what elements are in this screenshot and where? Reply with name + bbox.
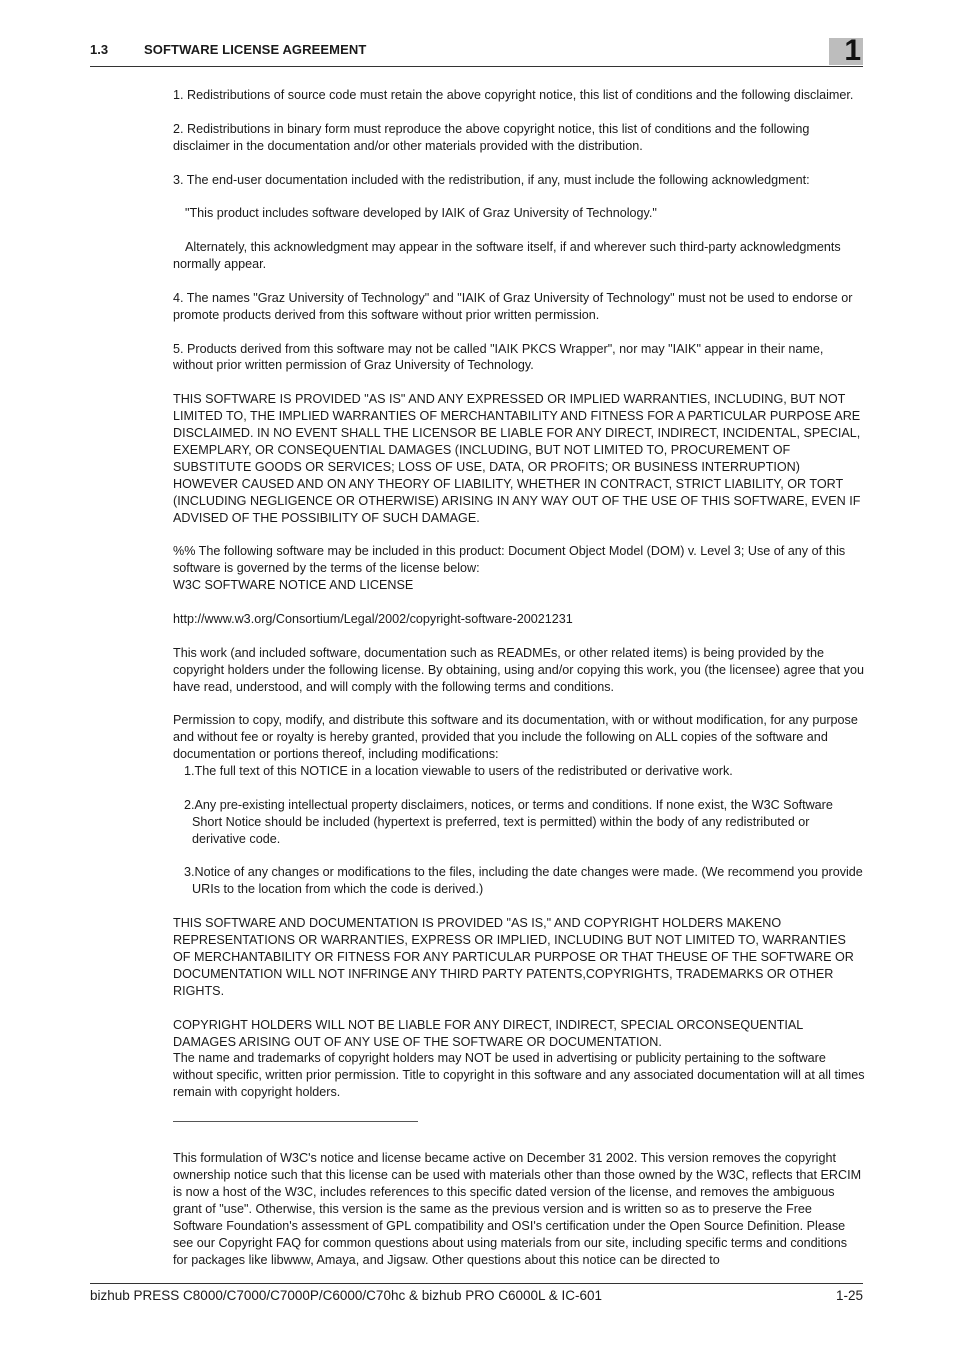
w3c-formulation: This formulation of W3C's notice and license became active on December 31 2002. This version removes the copyright ownership notice such that this license can be used with materials other than those owned by the W3C, reflects that ERCIM is now a host of the W3C, includes references to this specific dated version of the license, and removes the ambiguous grant of "use". Otherwise, this version is the same as the previous version and is written so as to preserve the Free Software Foundation's assessment of GPL compatibility and OSI's certification under the Open Source Definition. Please see our Copyright FAQ for common questions about using materials from our site, including specific terms and conditions for packages like libwww, Amaya, and Jigsaw. Other questions about this notice can be directed to	[173, 1151, 862, 1267]
divider	[173, 1121, 418, 1122]
clause-3-quote: "This product includes software developed by IAIK of Graz University of Technology."	[185, 206, 657, 221]
section-title: SOFTWARE LICENSE AGREEMENT	[144, 42, 367, 57]
w3c-list-item: 1.The full text of this NOTICE in a location viewable to users of the redistributed or derivative work.	[184, 764, 733, 779]
clause-3: 3. The end-user documentation included with the redistribution, if any, must include the following acknowledgment:	[173, 172, 810, 187]
footer-model: bizhub PRESS C8000/C7000/C7000P/C6000/C70hc & bizhub PRO C6000L & IC-601	[90, 1288, 603, 1303]
clause-3-alternate: Alternately, this acknowledgment may appear in the software itself, if and wherever such third-party acknowledgments normally appear.	[173, 240, 841, 271]
page-footer	[90, 1283, 863, 1303]
clause-5: 5. Products derived from this software may not be called "IAIK PKCS Wrapper", nor may "IAIK" appear in their name, without prior written permission of Graz University of Technology.	[173, 341, 824, 373]
page-number: 1-25	[835, 1288, 863, 1303]
chapter-number: 1	[844, 34, 861, 67]
w3c-list-item: 2.Any pre-existing intellectual property disclaimers, notices, or terms and conditions. If none exist, the W3C Software Short Notice should be included (hypertext is preferred, text is permitted) within the body of any redistributed or derivative code.	[184, 797, 833, 846]
w3c-list-item: 3.Notice of any changes or modifications to the files, including the date changes were made. (We recommend you provide URIs to the location from which the code is derived.)	[184, 865, 863, 897]
clause-2: 2. Redistributions in binary form must reproduce the above copyright notice, this list of conditions and the following disclaimer in the documentation and/or other materials provided with the distribution.	[173, 121, 810, 153]
warranty-disclaimer: THIS SOFTWARE IS PROVIDED "AS IS" AND ANY EXPRESSED OR IMPLIED WARRANTIES, INCLUDING, BUT NOT LIMITED TO, THE IMPLIED WARRANTIES OF MERCHANTABILITY AND FITNESS FOR A PARTICULAR PURPOSE ARE DISCLAIMED. IN NO EVENT SHALL THE LICENSOR BE LIABLE FOR ANY DIRECT, INDIRECT, INCIDENTAL, SPECIAL, EXEMPLARY, OR CONSEQUENTIAL DAMAGES (INCLUDING, BUT NOT LIMITED TO, PROCUREMENT OF SUBSTITUTE GOODS OR SERVICES; LOSS OF USE, DATA, OR PROFITS; OR BUSINESS INTERRUPTION) HOWEVER CAUSED AND ON ANY THEORY OF LIABILITY, WHETHER IN CONTRACT, STRICT LIABILITY, OR TORT (INCLUDING NEGLIGENCE OR OTHERWISE) ARISING IN ANY WAY OUT OF THE USE OF THIS SOFTWARE, EVEN IF ADVISED OF THE POSSIBILITY OF SUCH DAMAGE.	[173, 392, 861, 525]
w3c-url: http://www.w3.org/Consortium/Legal/2002/copyright-software-20021231	[173, 611, 573, 626]
w3c-trademarks: The name and trademarks of copyright holders may NOT be used in advertising or publicity pertaining to the software without specific, written prior permission. Title to copyright in this software and any associated documentation will at all times remain with copyright holders.	[173, 1051, 865, 1100]
section-number: 1.3	[90, 42, 109, 57]
license-body	[173, 87, 865, 1285]
w3c-liability: COPYRIGHT HOLDERS WILL NOT BE LIABLE FOR ANY DIRECT, INDIRECT, SPECIAL ORCONSEQUENTIAL DAMAGES ARISING OUT OF ANY USE OF THE SOFTWARE OR DOCUMENTATION.	[173, 1017, 803, 1049]
dom-intro: %% The following software may be included in this product: Document Object Model (DOM) v. Level 3; Use of any of this software is governed by the terms of the license below:	[173, 544, 846, 576]
w3c-as-is: THIS SOFTWARE AND DOCUMENTATION IS PROVIDED "AS IS," AND COPYRIGHT HOLDERS MAKENO REPRESENTATIONS OR WARRANTIES, EXPRESS OR IMPLIED, INCLUDING BUT NOT LIMITED TO, WARRANTIES OF MERCHANTABILITY OR FITNESS FOR ANY PARTICULAR PURPOSE OR THAT THEUSE OF THE SOFTWARE OR DOCUMENTATION WILL NOT INFRINGE ANY THIRD PARTY PATENTS,COPYRIGHTS, TRADEMARKS OR OTHER RIGHTS.	[173, 916, 854, 998]
page-header	[90, 34, 863, 67]
clause-4: 4. The names "Graz University of Technology" and "IAIK of Graz University of Technology" must not be used to endorse or promote products derived from this software without prior written permission.	[173, 290, 853, 322]
w3c-title: W3C SOFTWARE NOTICE AND LICENSE	[173, 578, 414, 593]
w3c-permission: Permission to copy, modify, and distribute this software and its documentation, with or without modification, for any purpose and without fee or royalty is hereby granted, provided that you include the following on ALL copies of the software and documentation or portions thereof, including modifications:	[173, 713, 858, 762]
clause-1: 1. Redistributions of source code must retain the above copyright notice, this list of conditions and the following disclaimer.	[173, 88, 854, 102]
w3c-work-paragraph: This work (and included software, documentation such as READMEs, or other related items) is being provided by the copyright holders under the following license. By obtaining, using and/or copying this work, you (the licensee) agree that you have read, understood, and will comply with the following terms and conditions.	[173, 645, 864, 694]
